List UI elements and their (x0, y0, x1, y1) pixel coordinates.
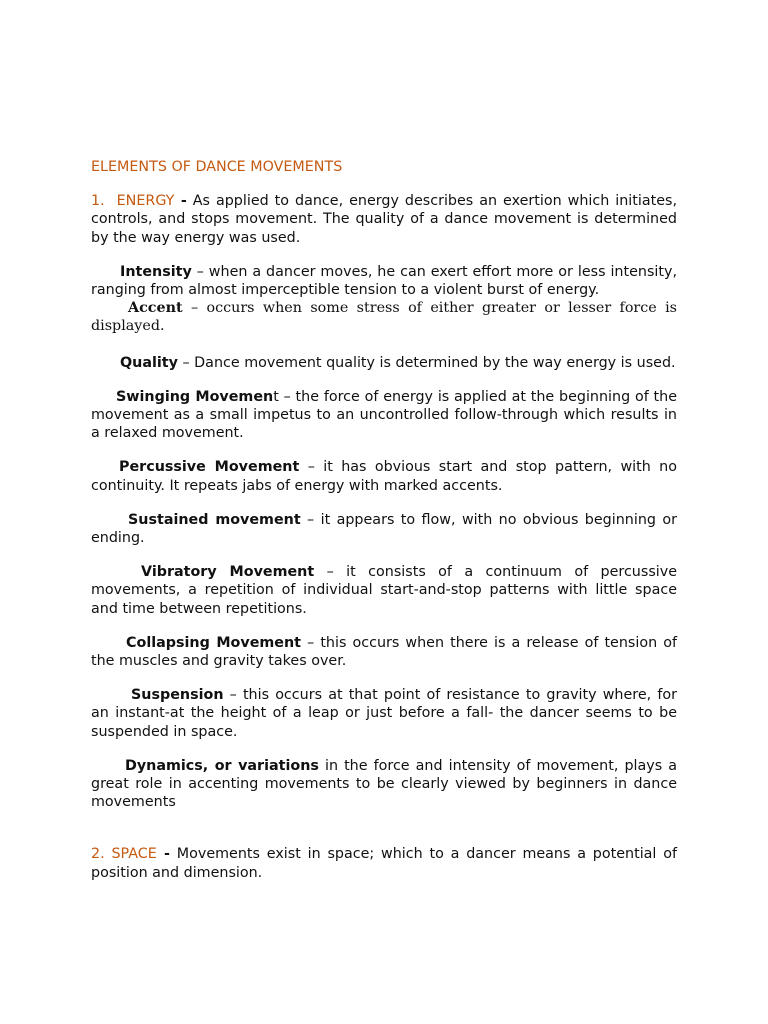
swinging-term: Swinging Movemen (116, 388, 274, 405)
energy-heading: ENERGY (116, 193, 175, 210)
intensity-text: – when a dancer moves, he can exert effort more or less intensity, ranging from almost imperceptible tension to a violent burst of energy. (91, 263, 677, 299)
quality-text: – Dance movement quality is determined by the way energy is used. (177, 354, 676, 371)
space-paragraph (91, 845, 677, 881)
accent-paragraph (91, 299, 677, 335)
energy-dash: - (174, 193, 187, 210)
accent-term: Accent (128, 300, 183, 317)
energy-number: 1. (91, 193, 105, 210)
suspension-text: – this occurs at that point of resistance to gravity where, for an instant-at the height of a leap or just before a fall- the dancer seems to be suspended in space. (91, 687, 677, 740)
collapsing-text: – this occurs when there is a release of tension of the muscles and gravity takes over. (91, 634, 678, 670)
vibratory-term: Vibratory Movement (141, 564, 315, 581)
space-heading: SPACE (111, 846, 157, 863)
dynamics-text: in the force and intensity of movement, plays a great role in accenting movements to be clearly viewed by beginners in dance movements (91, 757, 677, 811)
quality-term: Quality (120, 354, 178, 371)
vibratory-paragraph (91, 563, 677, 618)
collapsing-term: Collapsing Movement (126, 634, 302, 651)
document-title: ELEMENTS OF DANCE MOVEMENTS (91, 159, 343, 175)
document-body (91, 158, 677, 882)
quality-paragraph (91, 354, 677, 372)
energy-text: As applied to dance, energy describes an exertion which initiates, controls, and stops movement. The quality of a dance movement is determined by the way energy was used. (91, 193, 677, 246)
dynamics-term: Dynamics, or variations (125, 757, 319, 774)
space-text: Movements exist in space; which to a dancer means a potential of position and dimension. (91, 846, 677, 881)
sustained-term: Sustained movement (128, 511, 301, 528)
suspension-paragraph (91, 686, 677, 741)
dynamics-paragraph (91, 757, 677, 812)
space-dash: - (156, 846, 170, 863)
percussive-text: – it has obvious start and stop pattern, with no continuity. It repeats jabs of energy with marked accents. (91, 459, 677, 494)
collapsing-paragraph (91, 634, 677, 670)
swinging-paragraph (91, 388, 677, 443)
energy-paragraph (91, 192, 677, 247)
sustained-paragraph (91, 511, 677, 547)
intensity-paragraph (91, 263, 677, 299)
swinging-text: t – the force of energy is applied at the beginning of the movement as a small impetus to an uncontrolled follow-through which results in a relaxed movement. (91, 388, 677, 442)
vibratory-text: – it consists of a continuum of percussive movements, a repetition of individual start-and-stop patterns with little space and time between repetitions. (91, 564, 677, 617)
intensity-term: Intensity (120, 263, 192, 280)
space-number: 2. (91, 846, 105, 863)
percussive-term: Percussive Movement (119, 459, 300, 476)
accent-text: – occurs when some stress of either greater or lesser force is displayed. (91, 300, 677, 335)
percussive-paragraph (91, 458, 677, 494)
suspension-term: Suspension (131, 687, 224, 704)
sustained-text: – it appears to flow, with no obvious beginning or ending. (91, 511, 677, 547)
